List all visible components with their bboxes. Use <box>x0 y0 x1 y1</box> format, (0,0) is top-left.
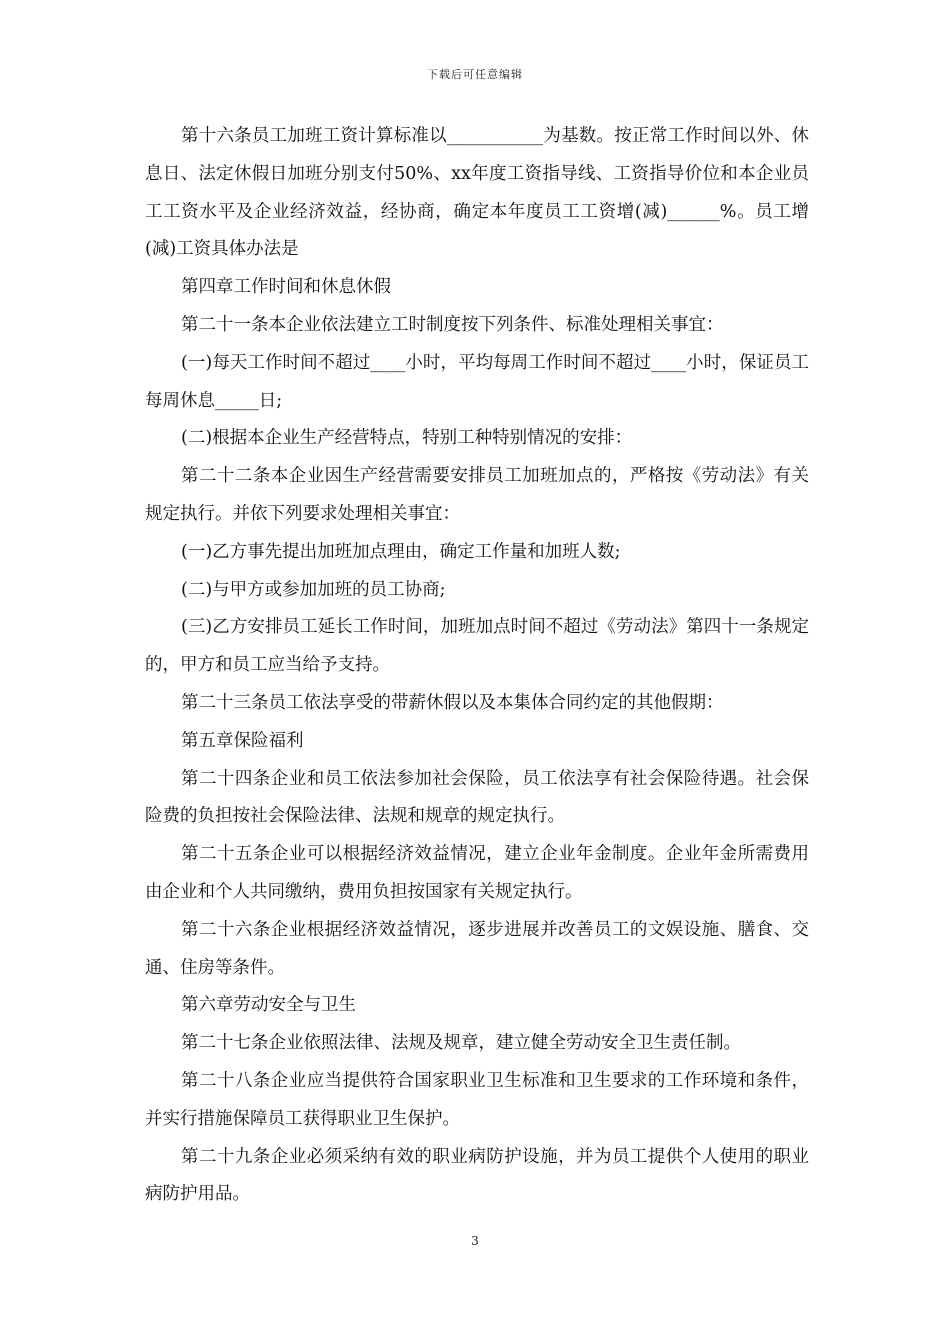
paragraph-article-22-item-1: (一)乙方事先提出加班加点理由，确定工作量和加班人数; <box>181 541 621 562</box>
page-number: 3 <box>471 1234 479 1248</box>
paragraph-article-25: 第二十五条企业可以根据经济效益情况，建立企业年金制度。企业年金所需费用由企业和个人共同缴纳，费用负担按国家有关规定执行。 <box>145 844 809 902</box>
paragraph-article-22-item-3: (三)乙方安排员工延长工作时间，加班加点时间不超过《劳动法》第四十一条规定的，甲方和员工应当给予支持。 <box>145 617 809 676</box>
document-body <box>145 118 809 1214</box>
paragraph-article-16: 第十六条员工加班工资计算标准以___________为基数。按正常工作时间以外、休息日、法定休假日加班分别支付50%、xx年度工资指导线、工资指导价位和本企业员工工资水平及企业经济效益，经协商，确定本年度员工工资增(减)______%。员工增(减)工资具体办法是 <box>145 126 809 260</box>
paragraph-article-23: 第二十三条员工依法享受的带薪休假以及本集体合同约定的其他假期： <box>181 692 724 713</box>
paragraph-article-21-item-1: (一)每天工作时间不超过____小时，平均每周工作时间不超过____小时，保证员工每周休息_____日; <box>145 352 809 411</box>
chapter-5-heading: 第五章保险福利 <box>181 730 304 751</box>
paragraph-article-21: 第二十一条本企业依法建立工时制度按下列条件、标准处理相关事宜： <box>181 314 724 335</box>
paragraph-article-24: 第二十四条企业和员工依法参加社会保险，员工依法享有社会保险待遇。社会保险费的负担按社会保险法律、法规和规章的规定执行。 <box>145 768 809 827</box>
paragraph-article-27: 第二十七条企业依照法律、法规及规章，建立健全劳动安全卫生责任制。 <box>181 1033 741 1054</box>
paragraph-article-22: 第二十二条本企业因生产经营需要安排员工加班加点的，严格按《劳动法》有关规定执行。并依下列要求处理相关事宜： <box>145 466 809 524</box>
page-header: 下载后可任意编辑 <box>427 68 523 81</box>
paragraph-article-26: 第二十六条企业根据经济效益情况，逐步进展并改善员工的文娱设施、膳食、交通、住房等条件。 <box>145 919 809 978</box>
paragraph-article-29: 第二十九条企业必须采纳有效的职业病防护设施，并为员工提供个人使用的职业病防护用品。 <box>145 1146 809 1205</box>
paragraph-article-21-item-2: (二)根据本企业生产经营特点，特别工种特别情况的安排： <box>181 428 633 449</box>
paragraph-article-28: 第二十八条企业应当提供符合国家职业卫生标准和卫生要求的工作环境和条件，并实行措施保障员工获得职业卫生保护。 <box>145 1070 809 1129</box>
chapter-4-heading: 第四章工作时间和休息休假 <box>181 277 391 298</box>
chapter-6-heading: 第六章劳动安全与卫生 <box>181 995 356 1016</box>
paragraph-article-22-item-2: (二)与甲方或参加加班的员工协商; <box>181 579 446 600</box>
